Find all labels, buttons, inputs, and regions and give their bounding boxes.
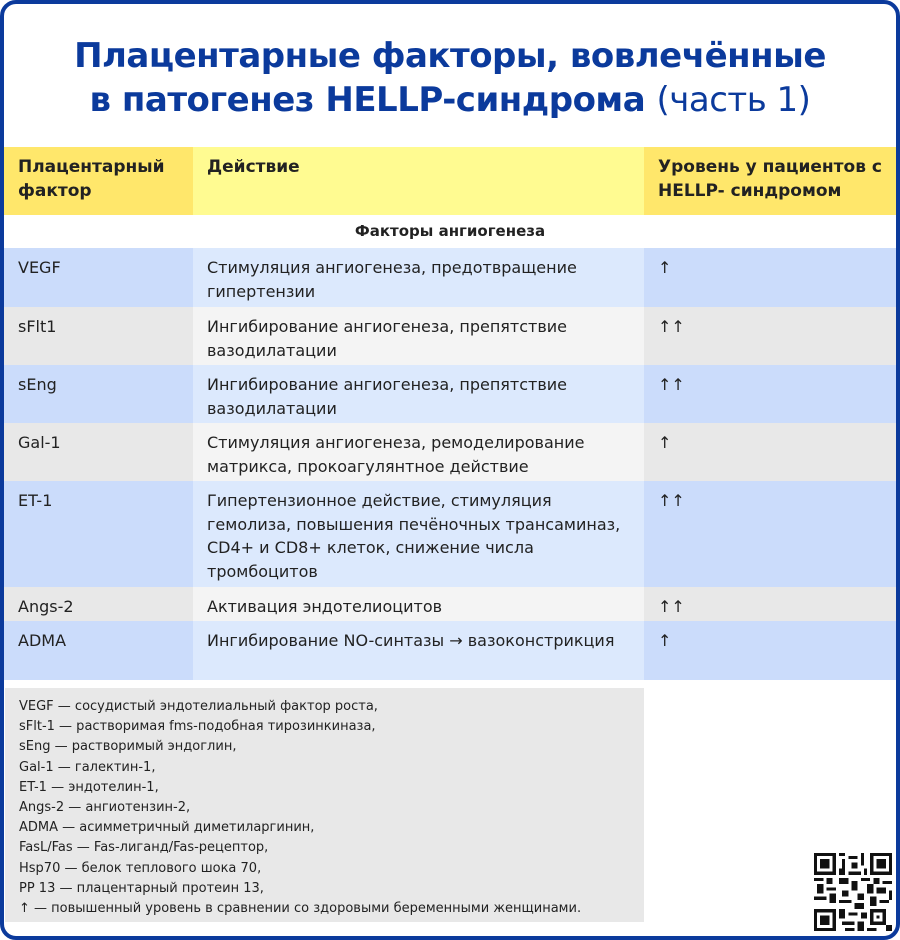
legend-item [19, 778, 630, 798]
legend-text: — сосудистый эндотелиальный фактор роста, [53, 699, 378, 714]
action-cell: Стимуляция ангиогенеза, ремоделирование матрикса, прокоагулянтное действие [193, 423, 644, 481]
header-factor: Плацентарный фактор [4, 147, 193, 215]
legend-abbr: ADMA [19, 820, 59, 836]
table-row [4, 621, 896, 680]
table-header-row [4, 147, 896, 215]
level-cell: ↑↑ [644, 307, 896, 365]
factor-cell: ET-1 [4, 481, 193, 587]
factor-cell: sEng [4, 365, 193, 423]
title-line-1: Плацентарные факторы, вовлечённые [74, 36, 826, 76]
legend-abbr: ↑ [19, 901, 30, 917]
legend-abbr: sEng [19, 739, 51, 755]
factors-table [4, 147, 896, 680]
factor-cell: ADMA [4, 621, 193, 680]
legend-item [19, 838, 630, 858]
table-row [4, 307, 896, 365]
header-action: Действие [193, 147, 644, 215]
level-cell: ↑↑ [644, 481, 896, 587]
legend-text: — ангиотензин-2, [64, 800, 191, 816]
legend-abbr: Gal-1 [19, 759, 54, 775]
action-cell: Ингибирование ангиогенеза, препятствие вазодилатации [193, 307, 644, 365]
action-cell: Стимуляция ангиогенеза, предотвращение гипертензии [193, 248, 644, 307]
legend-abbr: ET-1 [19, 779, 47, 795]
legend-text: — эндотелин-1, [46, 779, 159, 795]
level-cell: ↑↑ [644, 587, 896, 621]
legend-text: — плацентарный протеин 13, [55, 880, 264, 896]
legend-item [19, 798, 630, 818]
legend-item [19, 879, 630, 899]
legend-text: — растворимый эндоглин, [50, 739, 237, 755]
action-cell: Ингибирование ангиогенеза, препятствие вазодилатации [193, 365, 644, 423]
factor-cell: Gal-1 [4, 423, 193, 481]
legend-text: — галектин-1, [53, 759, 156, 775]
table-row [4, 248, 896, 307]
section-title: Факторы ангиогенеза [354, 222, 546, 240]
legend-abbr: PP 13 [19, 880, 56, 896]
level-cell: ↑ [644, 248, 896, 307]
action-cell: Ингибирование NO-синтазы → вазоконстрикция [193, 621, 644, 680]
factor-cell: sFlt1 [4, 307, 193, 365]
section-row [4, 215, 896, 248]
legend-abbr: sFlt-1 [19, 719, 55, 735]
title-part-label: (часть 1) [656, 80, 811, 120]
legend-abbr: Hsp70 [19, 860, 61, 876]
legend-item [19, 859, 630, 879]
level-cell: ↑ [644, 621, 896, 680]
title-line-2: в патогенез HELLP-синдрома [89, 80, 646, 120]
legend-text: — Fas-лиганд/Fas-рецептор, [72, 840, 269, 856]
header-level: Уровень у пациентов с HELLP- синдромом [644, 147, 896, 215]
table-row [4, 423, 896, 481]
legend-text: — растворимая fms-подобная тирозинкиназа, [54, 719, 376, 735]
table-row [4, 587, 896, 621]
page-title [4, 34, 896, 122]
legend-item [19, 818, 630, 838]
level-cell: ↑ [644, 423, 896, 481]
action-cell: Активация эндотелиоцитов [193, 587, 644, 621]
legend-item [19, 717, 630, 737]
action-cell: Гипертензионное действие, стимуляция гемолиза, повышения печёночных трансаминаз, CD4+ и CD8+ клеток, снижение числа тромбоцитов [193, 481, 644, 587]
abbreviations-legend [5, 688, 644, 922]
legend-item [19, 737, 630, 757]
table-row [4, 481, 896, 587]
legend-text: — повышенный уровень в сравнении со здоровыми беременными женщинами. [29, 901, 582, 917]
qr-code-icon[interactable] [814, 853, 892, 931]
factor-cell: VEGF [4, 248, 193, 307]
legend-text: — асимметричный диметиларгинин, [58, 820, 315, 836]
level-cell: ↑↑ [644, 365, 896, 423]
legend-abbr: Angs-2 [19, 800, 65, 816]
table-row [4, 365, 896, 423]
legend-item [19, 697, 630, 717]
legend-abbr: FasL/Fas [19, 840, 73, 856]
legend-item [19, 758, 630, 778]
factor-cell: Angs-2 [4, 587, 193, 621]
legend-text: — белок теплового шока 70, [60, 860, 262, 876]
legend-item [19, 899, 630, 919]
legend-abbr: VEGF [19, 699, 54, 714]
